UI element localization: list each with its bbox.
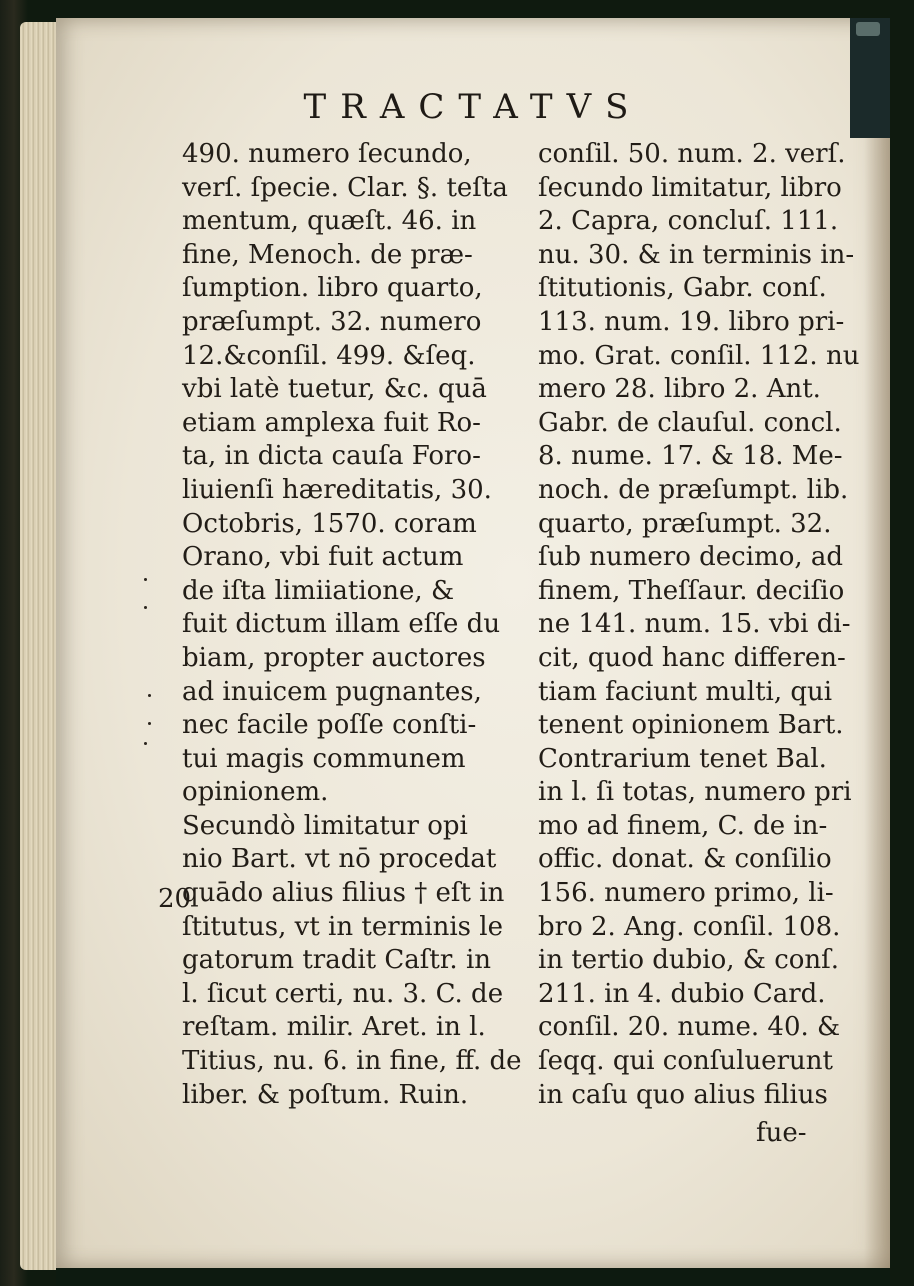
ink-speck — [144, 742, 147, 745]
right-column-line: mero 28. libro 2. Ant. — [538, 374, 821, 405]
left-text-column — [182, 138, 522, 1112]
ink-speck — [148, 722, 151, 725]
left-column-line: l. ſicut certi, nu. 3. C. de — [182, 978, 504, 1009]
left-column-line: nec facile poſſe conſti- — [182, 710, 477, 741]
left-column-line: tui magis communem — [182, 743, 466, 774]
left-column-line: fuit dictum illam eſſe du — [182, 609, 501, 640]
left-column-line: ta, in dicta cauſa Foro- — [182, 441, 481, 472]
left-column-line: Secundò limitatur opi — [182, 810, 468, 841]
right-column-line: in caſu quo alius filius — [538, 1079, 828, 1110]
right-column-line: cit, quod hanc differen- — [538, 642, 846, 673]
right-column-line: quarto, præſumpt. 32. — [538, 508, 832, 539]
left-column-line: liuienſi hæreditatis, 30. — [182, 474, 492, 505]
left-column-line: quādo alius filius † eſt in — [182, 878, 505, 909]
left-column-line: 490. numero ſecundo, — [182, 139, 472, 169]
right-column-line: 211. in 4. dubio Card. — [538, 978, 826, 1009]
right-column-line: Gabr. de clauſul. concl. — [538, 407, 842, 438]
book-page — [56, 18, 890, 1268]
right-column-line: ſeqq. qui conſuluerunt — [538, 1046, 833, 1077]
left-column-line: ſtitutus, vt in terminis le — [182, 911, 503, 942]
left-column-line: vbi latè tuetur, &c. quā — [182, 374, 487, 405]
right-column-line: in l. ſi totas, numero pri — [538, 777, 852, 808]
left-column-line: Orano, vbi fuit actum — [182, 542, 464, 573]
left-column-line: biam, propter auctores — [182, 642, 486, 673]
ink-speck — [148, 694, 151, 697]
right-column-line: 2. Capra, concluſ. 111. — [538, 206, 839, 237]
left-column-line: liber. & poſtum. Ruin. — [182, 1079, 469, 1110]
catchword: fue- — [756, 1118, 807, 1148]
right-column-line: noch. de præſumpt. lib. — [538, 474, 849, 505]
right-column-line: offic. donat. & conſilio — [538, 844, 832, 875]
running-head: TRACTATVS — [303, 87, 643, 127]
left-column-line: ad inuicem pugnantes, — [182, 676, 482, 707]
right-column-line: ſtitutionis, Gabr. conſ. — [538, 273, 827, 304]
right-column-line: 113. num. 19. libro pri- — [538, 306, 845, 337]
margin-note-number: 20 — [158, 884, 192, 914]
right-column-line: ſecundo limitatur, libro — [538, 172, 842, 203]
left-column-line: nio Bart. vt nō procedat — [182, 844, 497, 875]
right-column-line: finem, Theſſaur. deciſio — [538, 575, 845, 606]
left-column-line: præſumpt. 32. numero — [182, 306, 482, 337]
left-column-line: reſtam. milir. Aret. in l. — [182, 1012, 486, 1043]
right-column-line: in tertio dubio, & conſ. — [538, 945, 840, 976]
ink-speck — [144, 578, 147, 581]
right-column-line: mo ad finem, C. de in- — [538, 810, 828, 841]
right-text-column — [538, 138, 860, 1112]
left-column-line: ſumption. libro quarto, — [182, 273, 483, 304]
scan-bottom-border — [56, 1268, 890, 1286]
right-column-line: Contrarium tenet Bal. — [538, 743, 827, 774]
left-column-line: verſ. ſpecie. Clar. §. teſta — [182, 172, 508, 203]
right-column-line: conſil. 20. nume. 40. & — [538, 1012, 841, 1043]
right-column-line: bro 2. Ang. conſil. 108. — [538, 911, 841, 942]
left-column-line: fine, Menoch. de præ- — [182, 239, 473, 270]
right-column-line: 8. nume. 17. & 18. Me- — [538, 441, 843, 472]
right-column-line: tenent opinionem Bart. — [538, 710, 844, 741]
left-column-line: Octobris, 1570. coram — [182, 508, 477, 539]
left-column-line: mentum, quæſt. 46. in — [182, 206, 477, 237]
ink-speck — [144, 606, 147, 609]
left-column-line: gatorum tradit Caſtr. in — [182, 945, 492, 976]
right-column-line: ſub numero decimo, ad — [538, 542, 844, 573]
right-column-line: tiam faciunt multi, qui — [538, 676, 833, 707]
right-column-line: nu. 30. & in terminis in- — [538, 239, 855, 270]
right-column-line: ne 141. num. 15. vbi di- — [538, 609, 851, 640]
left-column-line: 12.&conſil. 499. &ſeq. — [182, 340, 476, 371]
right-column-line: conſil. 50. num. 2. verſ. — [538, 139, 846, 169]
left-column-line: de iſta limiiatione, & — [182, 575, 455, 606]
left-column-line: opinionem. — [182, 777, 329, 808]
right-column-line: mo. Grat. conſil. 112. nu — [538, 340, 860, 371]
left-column-line: Titius, nu. 6. in fine, ff. de — [182, 1046, 522, 1077]
page-gutter-shadow — [864, 18, 890, 1268]
left-column-line: etiam amplexa fuit Ro- — [182, 407, 481, 438]
right-column-line: 156. numero primo, li- — [538, 878, 834, 909]
